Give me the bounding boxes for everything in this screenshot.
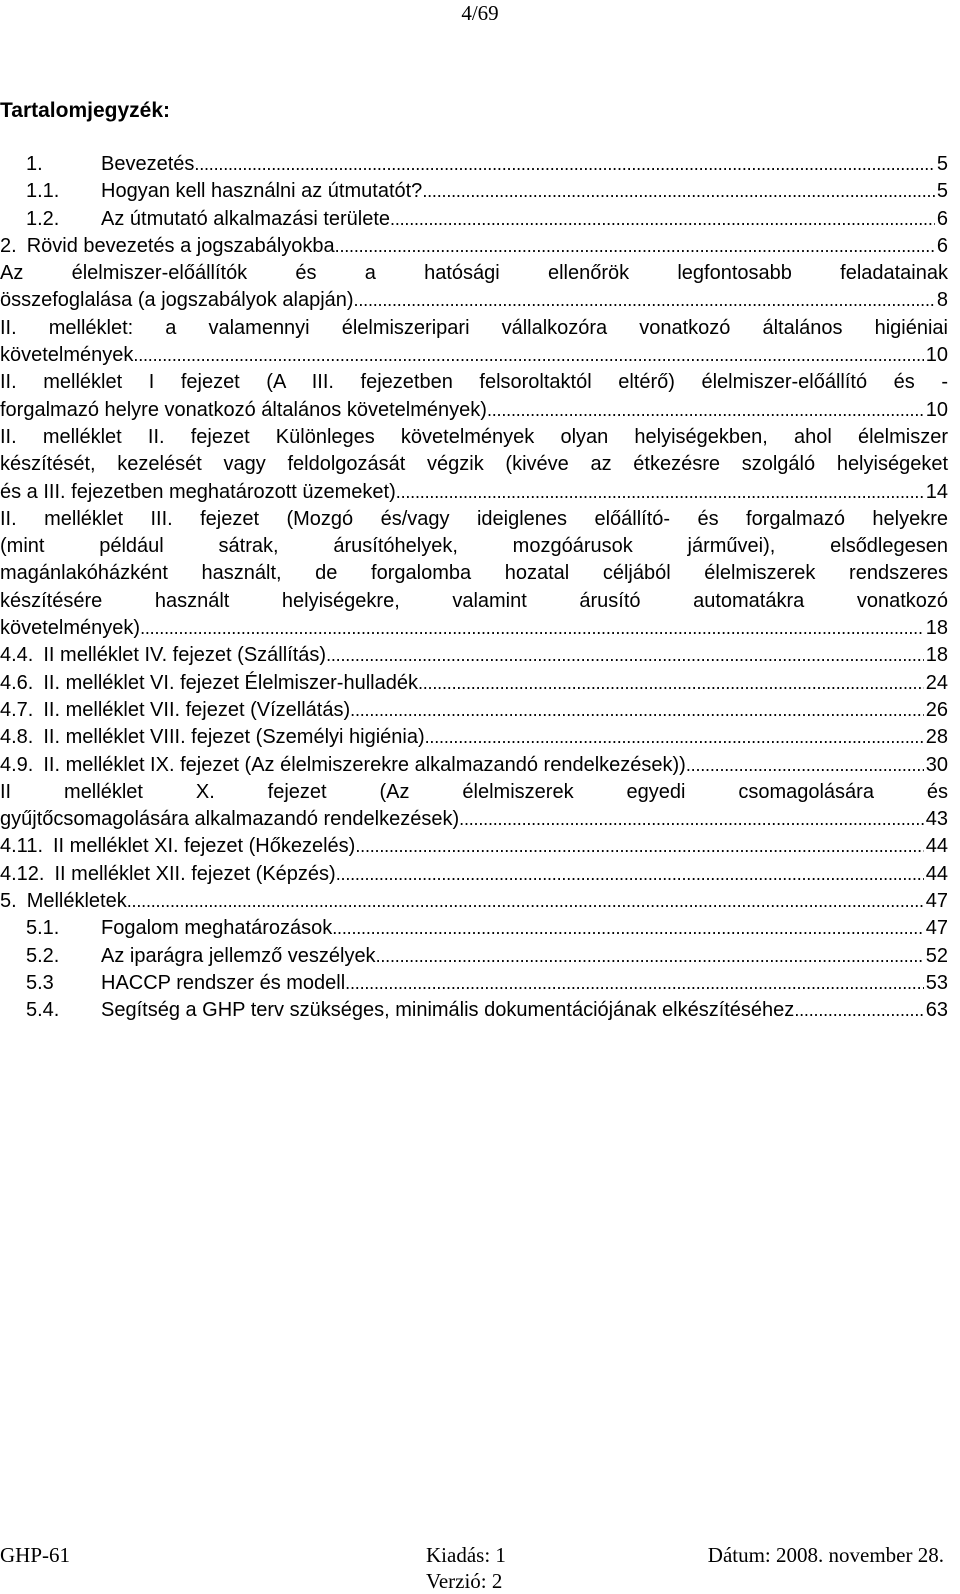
toc-entry-last-line (27, 888, 948, 915)
toc-entry-body (54, 861, 948, 888)
toc-entry-page: 47 (925, 917, 948, 940)
toc-entry-number: 1. (26, 153, 43, 175)
footer-version: Verzió: 2 (426, 1569, 503, 1593)
toc-entry-title: követelmények) (0, 617, 141, 640)
toc-entry-number: 4.4. (0, 644, 34, 667)
toc-entry-title: összefoglalása (a jogszabályok alapján) (0, 289, 354, 312)
toc-entry-page: 47 (925, 890, 948, 913)
toc-entry-number: 5.1. (26, 917, 60, 940)
toc-entry (0, 233, 948, 260)
toc-entry-page: 14 (925, 480, 948, 503)
toc-leader-dots (686, 752, 924, 779)
toc-entry-title: Fogalom meghatározások (101, 917, 333, 940)
toc-entry (0, 915, 948, 942)
toc-entry-last-line (0, 615, 948, 642)
toc-entry-page: 24 (925, 671, 948, 694)
toc-leader-dots (127, 888, 924, 915)
footer-doc-code: GHP-61 (0, 1543, 71, 1567)
toc-entry-page: 5 (936, 153, 948, 175)
toc-entry-last-line (54, 861, 948, 888)
toc-entry-title: HACCP rendszer és modell (101, 971, 346, 994)
toc-entry-page: 63 (925, 999, 948, 1022)
toc-entry-number: 1.1. (26, 180, 60, 203)
toc-entry-body (101, 915, 948, 942)
toc-entry-page: 5 (936, 180, 948, 203)
toc-entry-title: II melléklet XI. fejezet (Hőkezelés) (53, 835, 356, 858)
toc-entry-number: 5.4. (26, 999, 60, 1022)
toc-entry (0, 670, 948, 697)
toc-entry-number: 2. (0, 234, 17, 257)
toc-entry-number: 1.2. (26, 207, 60, 230)
toc-leader-dots (487, 397, 924, 424)
toc-entry (0, 997, 948, 1024)
toc-leader-dots (396, 479, 924, 506)
toc-entry-last-line (43, 752, 948, 779)
toc-entry-text-line: Az élelmiszer-előállítók és a hatósági ellenőrök legfontosabb feladatainak (0, 262, 948, 285)
toc-entry-body (101, 206, 948, 233)
toc-leader-dots (418, 670, 924, 697)
toc-entry (0, 888, 948, 915)
toc-entry-number: 5.3 (26, 971, 54, 994)
toc-entry-title: II. melléklet IX. fejezet (Az élelmiszerekre alkalmazandó rendelkezések)) (43, 753, 686, 776)
toc-entry-last-line (101, 206, 948, 233)
toc-entry-page: 44 (925, 835, 948, 858)
toc-entry-body (43, 724, 948, 751)
toc-entry-number: 4.6. (0, 671, 34, 694)
toc-entry-body (0, 506, 948, 642)
toc-entry-last-line (0, 397, 948, 424)
toc-entry (0, 752, 948, 779)
toc-entry-title: Az útmutató alkalmazási területe (101, 207, 391, 230)
toc-entry-body (0, 779, 948, 834)
toc-entry-page: 30 (925, 753, 948, 776)
toc-entry-page: 18 (925, 617, 948, 640)
toc-entry-page: 26 (925, 698, 948, 721)
toc-leader-dots (376, 943, 924, 970)
toc-entry-body (101, 178, 948, 205)
page-number: 4/69 (461, 1, 499, 25)
toc-entry-last-line (101, 178, 948, 205)
toc-leader-dots (140, 615, 924, 642)
toc-leader-dots (390, 206, 935, 233)
toc-entry-title: II melléklet IV. fejezet (Szállítás) (43, 644, 327, 667)
toc-entry-last-line (43, 670, 948, 697)
toc-entry-last-line (0, 806, 948, 833)
toc-entry-title: Mellékletek (26, 890, 127, 913)
toc-leader-dots (332, 915, 924, 942)
toc-entry-last-line (43, 642, 948, 669)
toc-entry-page: 6 (936, 207, 948, 230)
toc-leader-dots (194, 151, 934, 178)
toc-entry-body (101, 970, 948, 997)
toc-entry-last-line (27, 233, 948, 260)
toc-entry-last-line (101, 151, 948, 178)
toc-entry-text-line: (mint például sátrak, árusítóhelyek, mozgóárusok járművei), elsődlegesen (0, 535, 948, 558)
footer-edition: Kiadás: 1 (426, 1543, 506, 1567)
toc-entry-last-line (0, 342, 948, 369)
toc-entry (0, 943, 948, 970)
toc-entry-title: Az iparágra jellemző veszélyek (101, 944, 376, 967)
footer-date: Dátum: 2008. november 28. (707, 1543, 944, 1567)
toc-entry-text-line: készítését, kezelését vagy feldolgozását végzik (kivéve az étkezésre szolgáló helyiségeket (0, 453, 948, 476)
toc-entry-title: II. melléklet VII. fejezet (Vízellátás) (43, 698, 351, 721)
toc-entry (0, 206, 948, 233)
toc-leader-dots (794, 997, 923, 1024)
toc-entry-last-line (101, 970, 948, 997)
toc-entry (0, 642, 948, 669)
toc-entry-last-line (101, 915, 948, 942)
toc-entry-body (0, 369, 948, 424)
toc-entry-page: 28 (925, 726, 948, 749)
toc-entry-title: II. melléklet VIII. fejezet (Személyi higiénia) (43, 726, 425, 749)
toc-entry-page: 10 (925, 398, 948, 421)
toc-entry-body (0, 315, 948, 370)
toc-entry (0, 315, 948, 370)
toc-leader-dots (459, 806, 924, 833)
toc-entry-body (43, 670, 948, 697)
toc-entry-number: 5. (0, 890, 17, 913)
toc-entry-title: és a III. fejezetben meghatározott üzemeket) (0, 480, 396, 503)
toc-entry (0, 424, 948, 506)
toc-entry-text-line: II. melléklet III. fejezet (Mozgó és/vagy ideiglenes előállító- és forgalmazó helyekre (0, 507, 948, 530)
toc-entry (0, 260, 948, 315)
toc-entry-body (101, 943, 948, 970)
toc-entry-title: II melléklet XII. fejezet (Képzés) (54, 862, 336, 885)
toc-entry-body (27, 233, 948, 260)
toc-entry-text-line: II melléklet X. fejezet (Az élelmiszerek egyedi csomagolására és (0, 780, 948, 803)
toc-entry-body (43, 697, 948, 724)
toc-entry-body (53, 833, 948, 860)
toc-entry-page: 52 (925, 944, 948, 967)
toc-entry-last-line (53, 833, 948, 860)
table-of-contents (0, 151, 948, 1025)
toc-entry-body (0, 260, 948, 315)
toc-title: Tartalomjegyzék: (0, 99, 170, 122)
toc-entry (0, 369, 948, 424)
toc-leader-dots (335, 233, 935, 260)
toc-leader-dots (422, 178, 935, 205)
toc-leader-dots (326, 642, 924, 669)
toc-entry-last-line (101, 943, 948, 970)
toc-leader-dots (354, 287, 935, 314)
toc-entry (0, 779, 948, 834)
toc-entry-title: II. melléklet VI. fejezet Élelmiszer-hulladék (43, 671, 418, 694)
toc-entry-number: 4.12. (0, 862, 45, 885)
toc-entry-title: gyűjtőcsomagolására alkalmazandó rendelkezések) (0, 808, 460, 831)
toc-entry-page: 10 (925, 344, 948, 367)
toc-entry-last-line (101, 997, 948, 1024)
toc-entry-page: 8 (936, 289, 948, 312)
toc-entry-body (43, 642, 948, 669)
toc-entry-body (101, 997, 948, 1024)
toc-entry (0, 151, 948, 178)
toc-entry-page: 53 (925, 971, 948, 994)
toc-entry-number: 5.2. (26, 944, 60, 967)
toc-entry-number: 4.9. (0, 753, 34, 776)
toc-entry (0, 970, 948, 997)
toc-leader-dots (345, 970, 924, 997)
toc-entry-title: Bevezetés (101, 153, 195, 175)
toc-entry-title: forgalmazó helyre vonatkozó általános követelmények) (0, 398, 487, 421)
toc-entry (0, 861, 948, 888)
toc-entry-last-line (43, 724, 948, 751)
toc-leader-dots (425, 724, 924, 751)
toc-entry (0, 178, 948, 205)
toc-entry-last-line (0, 287, 948, 314)
toc-entry (0, 506, 948, 642)
toc-entry-number: 4.11. (0, 835, 43, 858)
toc-entry-text-line: II. melléklet II. fejezet Különleges követelmények olyan helyiségekben, ahol élelmiszer (0, 425, 948, 448)
toc-entry-body (0, 424, 948, 506)
toc-leader-dots (133, 342, 923, 369)
toc-entry-last-line (43, 697, 948, 724)
toc-entry (0, 697, 948, 724)
toc-entry-number: 4.8. (0, 726, 34, 749)
toc-leader-dots (355, 833, 923, 860)
toc-entry-page: 44 (925, 862, 948, 885)
toc-entry-text-line: készítésére használt helyiségekre, valamint árusító automatákra vonatkozó (0, 589, 948, 612)
toc-entry-body (27, 888, 948, 915)
toc-entry-text-line: II. melléklet I fejezet (A III. fejezetben felsoroltaktól eltérő) élelmiszer-előállító és - (0, 371, 948, 394)
toc-entry-last-line (0, 479, 948, 506)
toc-entry-body (43, 752, 948, 779)
toc-leader-dots (336, 861, 924, 888)
toc-entry-text-line: magánlakóházként használt, de forgalomba hozatal céljából élelmiszerek rendszeres (0, 562, 948, 585)
toc-entry-title: Hogyan kell használni az útmutatót? (101, 180, 423, 203)
toc-entry-page: 6 (936, 234, 948, 257)
toc-leader-dots (350, 697, 924, 724)
toc-entry-title: Segítség a GHP terv szükséges, minimális dokumentációjának elkészítéséhez (101, 999, 795, 1022)
toc-entry-body (101, 151, 948, 178)
toc-entry-title: követelmények (0, 344, 134, 367)
toc-entry-number: 4.7. (0, 698, 34, 721)
toc-entry-page: 18 (925, 644, 948, 667)
toc-entry-title: Rövid bevezetés a jogszabályokba (26, 234, 335, 257)
toc-entry (0, 833, 948, 860)
toc-entry (0, 724, 948, 751)
toc-entry-page: 43 (925, 808, 948, 831)
toc-entry-text-line: II. melléklet: a valamennyi élelmiszeripari vállalkozóra vonatkozó általános higiéniai (0, 316, 948, 339)
